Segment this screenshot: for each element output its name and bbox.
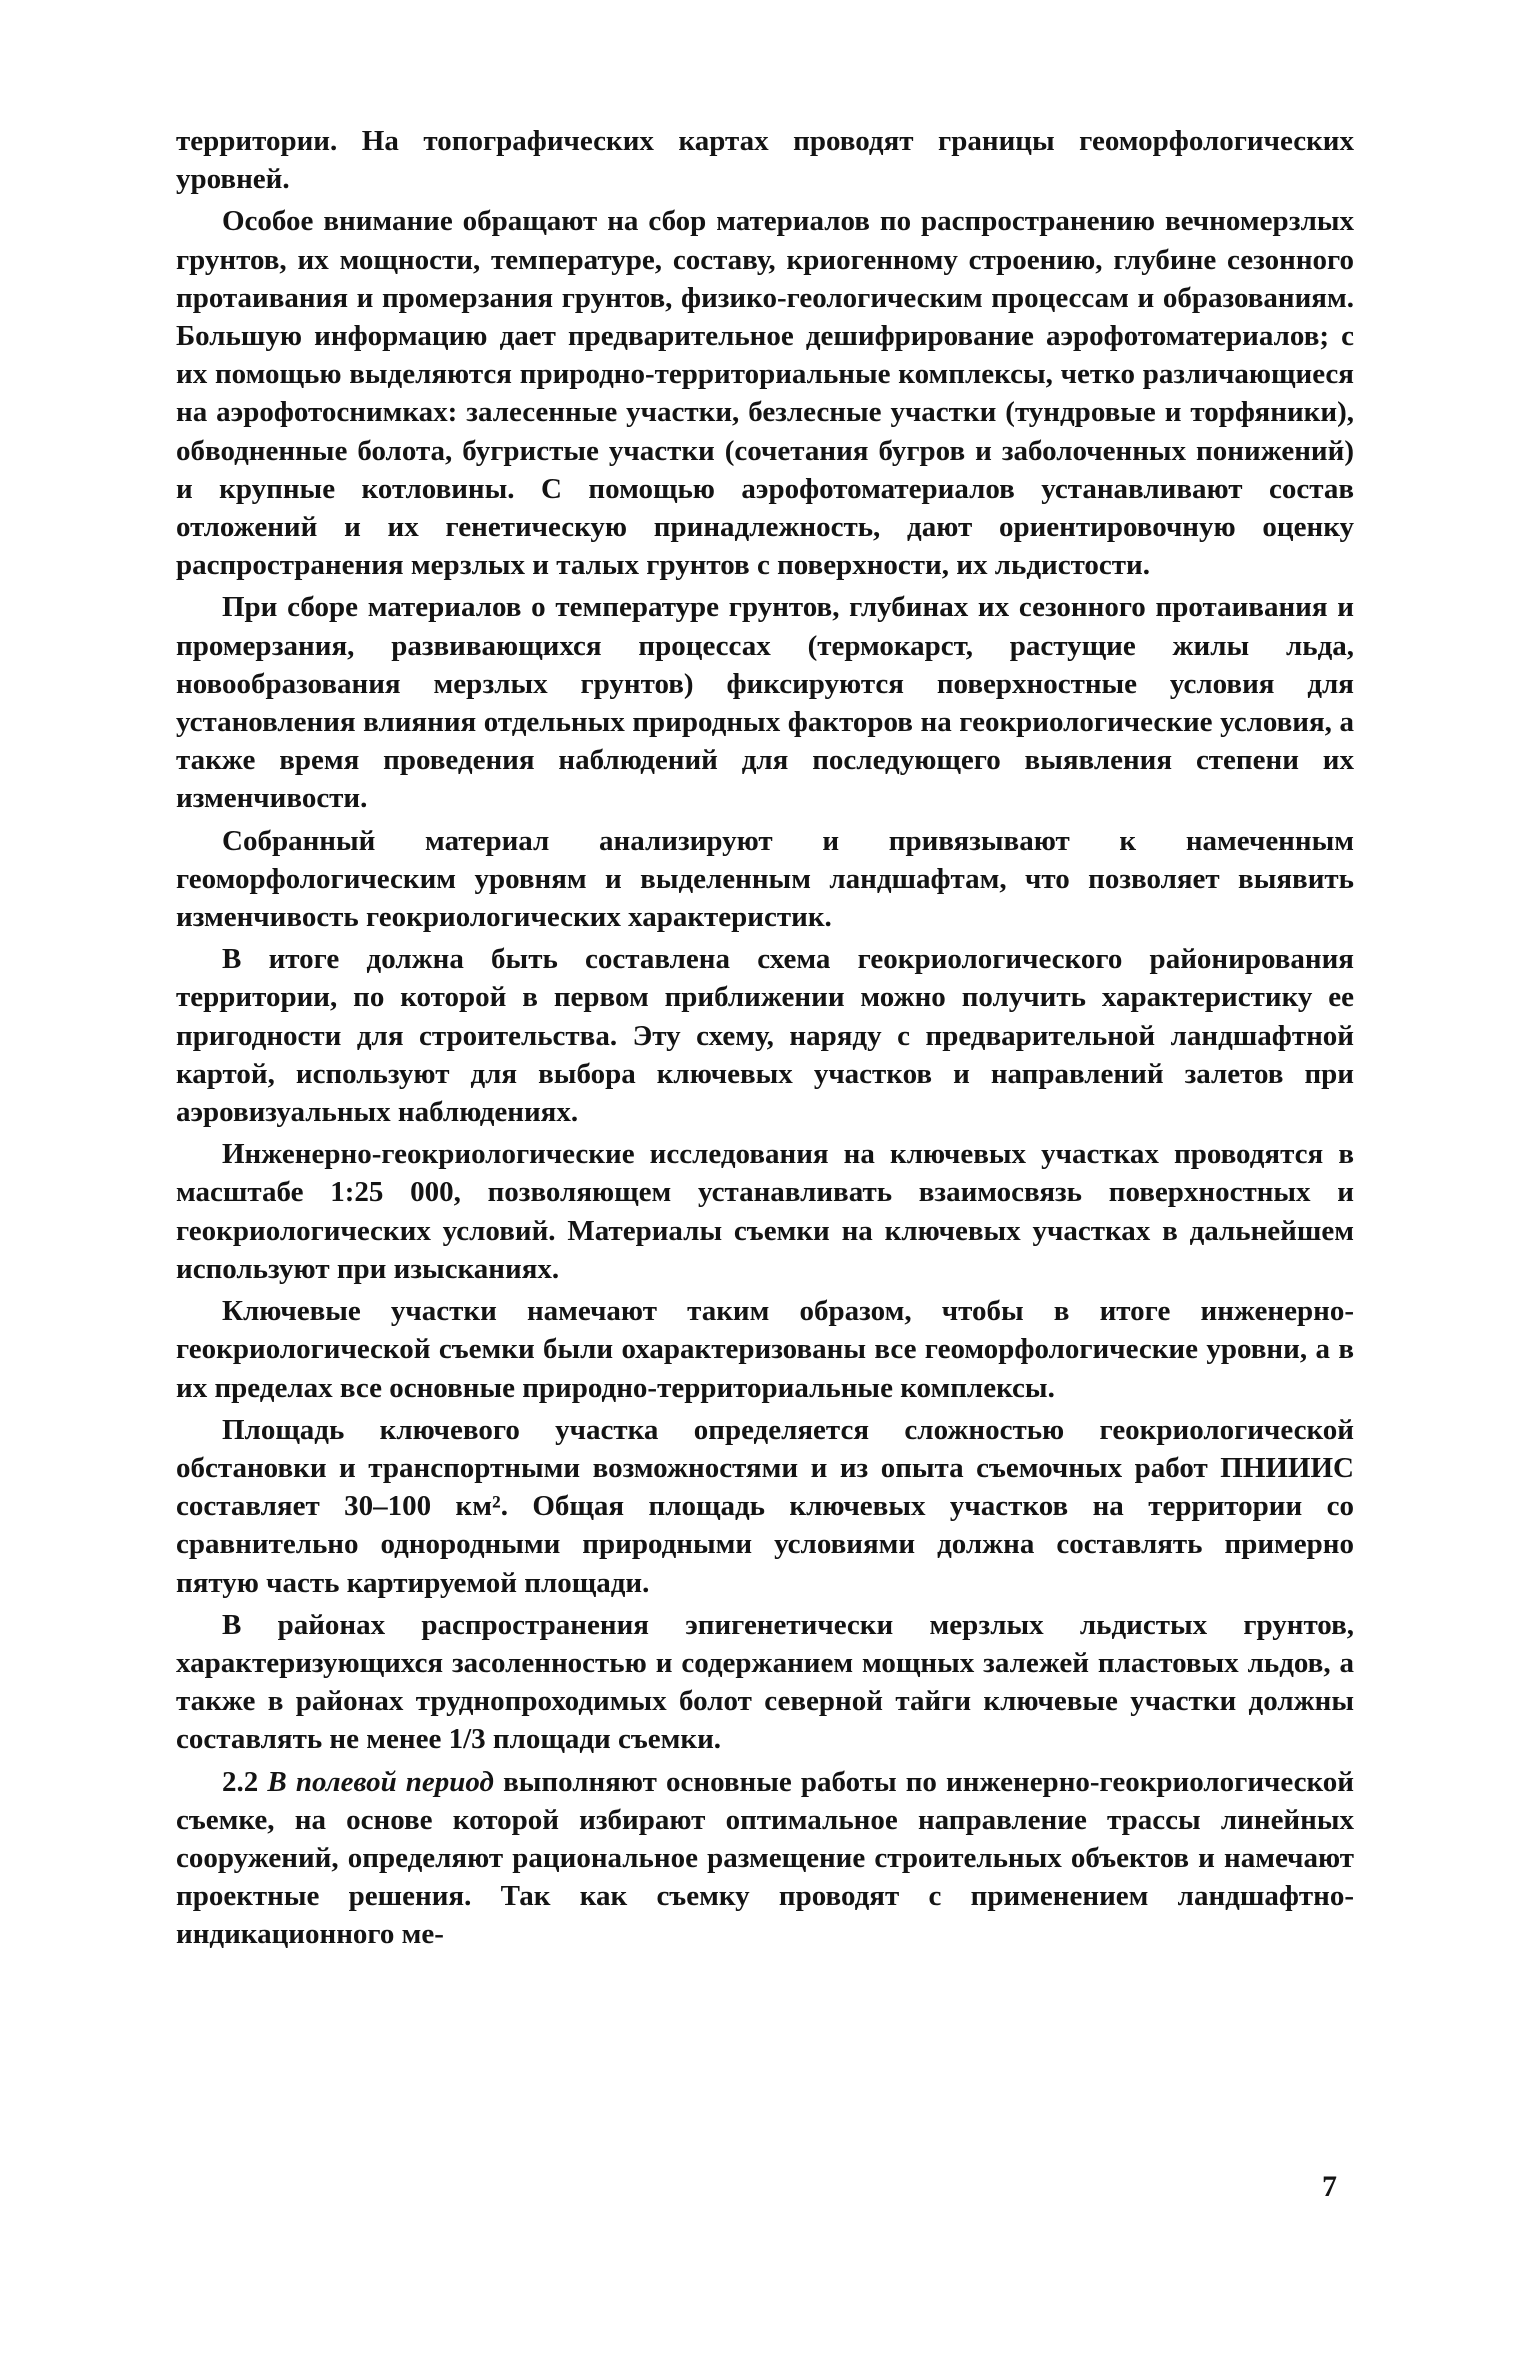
paragraph-6: Инженерно-геокриологические исследования на ключевых участках проводятся в масштабе 1:25 000, позволяющем устанавливать взаимосвязь поверхностных и геокриологических условий. Материалы съемки на ключевых участках в дальнейшем используют при изысканиях. xyxy=(176,1138,1354,1285)
section-number: 2.2 xyxy=(222,1765,268,1798)
paragraph-10 xyxy=(176,1763,1354,1954)
paragraph-2: Особое внимание обращают на сбор материалов по распространению вечномерзлых грунтов, их мощности, температуре, составу, криогенному строению, глубине сезонного протаивания и промерзания грунтов, физико-геологическим процессам и образованиям. Большую информацию дает предварительное дешифрирование аэрофотоматериалов; с их помощью выделяются природно-территориальные комплексы, четко различающиеся на аэрофотоснимках: залесенные участки, безлесные участки (тундровые и торфяники), обводненные болота, бугристые участки (сочетания бугров и заболоченных понижений) и крупные котловины. С помощью аэрофотоматериалов устанавливают состав отложений и их генетическую принадлежность, дают ориентировочную оценку распространения мерзлых и талых грунтов с поверхности, их льдистости. xyxy=(176,205,1354,582)
page-number: 7 xyxy=(1322,2170,1337,2203)
section-lead-italic: В полевой период xyxy=(267,1765,494,1798)
paragraph-4: Собранный материал анализируют и привязывают к намеченным геоморфологическим уровням и выделенным ландшафтам, что позволяет выявить изменчивость геокриологических характеристик. xyxy=(176,824,1354,934)
paragraph-9: В районах распространения эпигенетически мерзлых льдистых грунтов, характеризующихся засоленностью и содержанием мощных залежей пластовых льдов, а также в районах труднопроходимых болот северной тайги ключевые участки должны составлять не менее 1/3 площади съемки. xyxy=(176,1608,1354,1756)
section-body: выполняют основные работы по инженерно-геокриологической съемке, на основе которой избирают оптимальное направление трассы линейных сооружений, определяют рациональное размещение строительных объектов и намечают проектные решения. Так как съемку проводят с применением ландшафтно-индикационного ме- xyxy=(176,1765,1355,1951)
document-page xyxy=(176,122,1354,1954)
paragraph-5: В итоге должна быть составлена схема геокриологического районирования территории, по которой в первом приближении можно получить характеристику ее пригодности для строительства. Эту схему, наряду с предварительной ландшафтной картой, используют для выбора ключевых участков и направлений залетов при аэровизуальных наблюдениях. xyxy=(176,943,1354,1129)
paragraph-3: При сборе материалов о температуре грунтов, глубинах их сезонного протаивания и промерзания, развивающихся процессах (термокарст, растущие жилы льда, новообразования мерзлых грунтов) фиксируются поверхностные условия для установления влияния отдельных природных факторов на геокриологические условия, а также время проведения наблюдений для последующего выявления степени их изменчивости. xyxy=(176,591,1354,815)
paragraph-7: Ключевые участки намечают таким образом, чтобы в итоге инженерно-геокриологической съемки были охарактеризованы все геоморфологические уровни, а в их пределах все основные природно-территориальные комплексы. xyxy=(176,1295,1354,1404)
paragraph-1: территории. На топографических картах проводят границы геоморфологических уровней. xyxy=(176,125,1354,196)
paragraph-8: Площадь ключевого участка определяется сложностью геокриологической обстановки и транспортными возможностями и из опыта съемочных работ ПНИИИС составляет 30–100 км². Общая площадь ключевых участков на территории со сравнительно однородными природными условиями должна составлять примерно пятую часть картируемой площади. xyxy=(176,1413,1354,1599)
